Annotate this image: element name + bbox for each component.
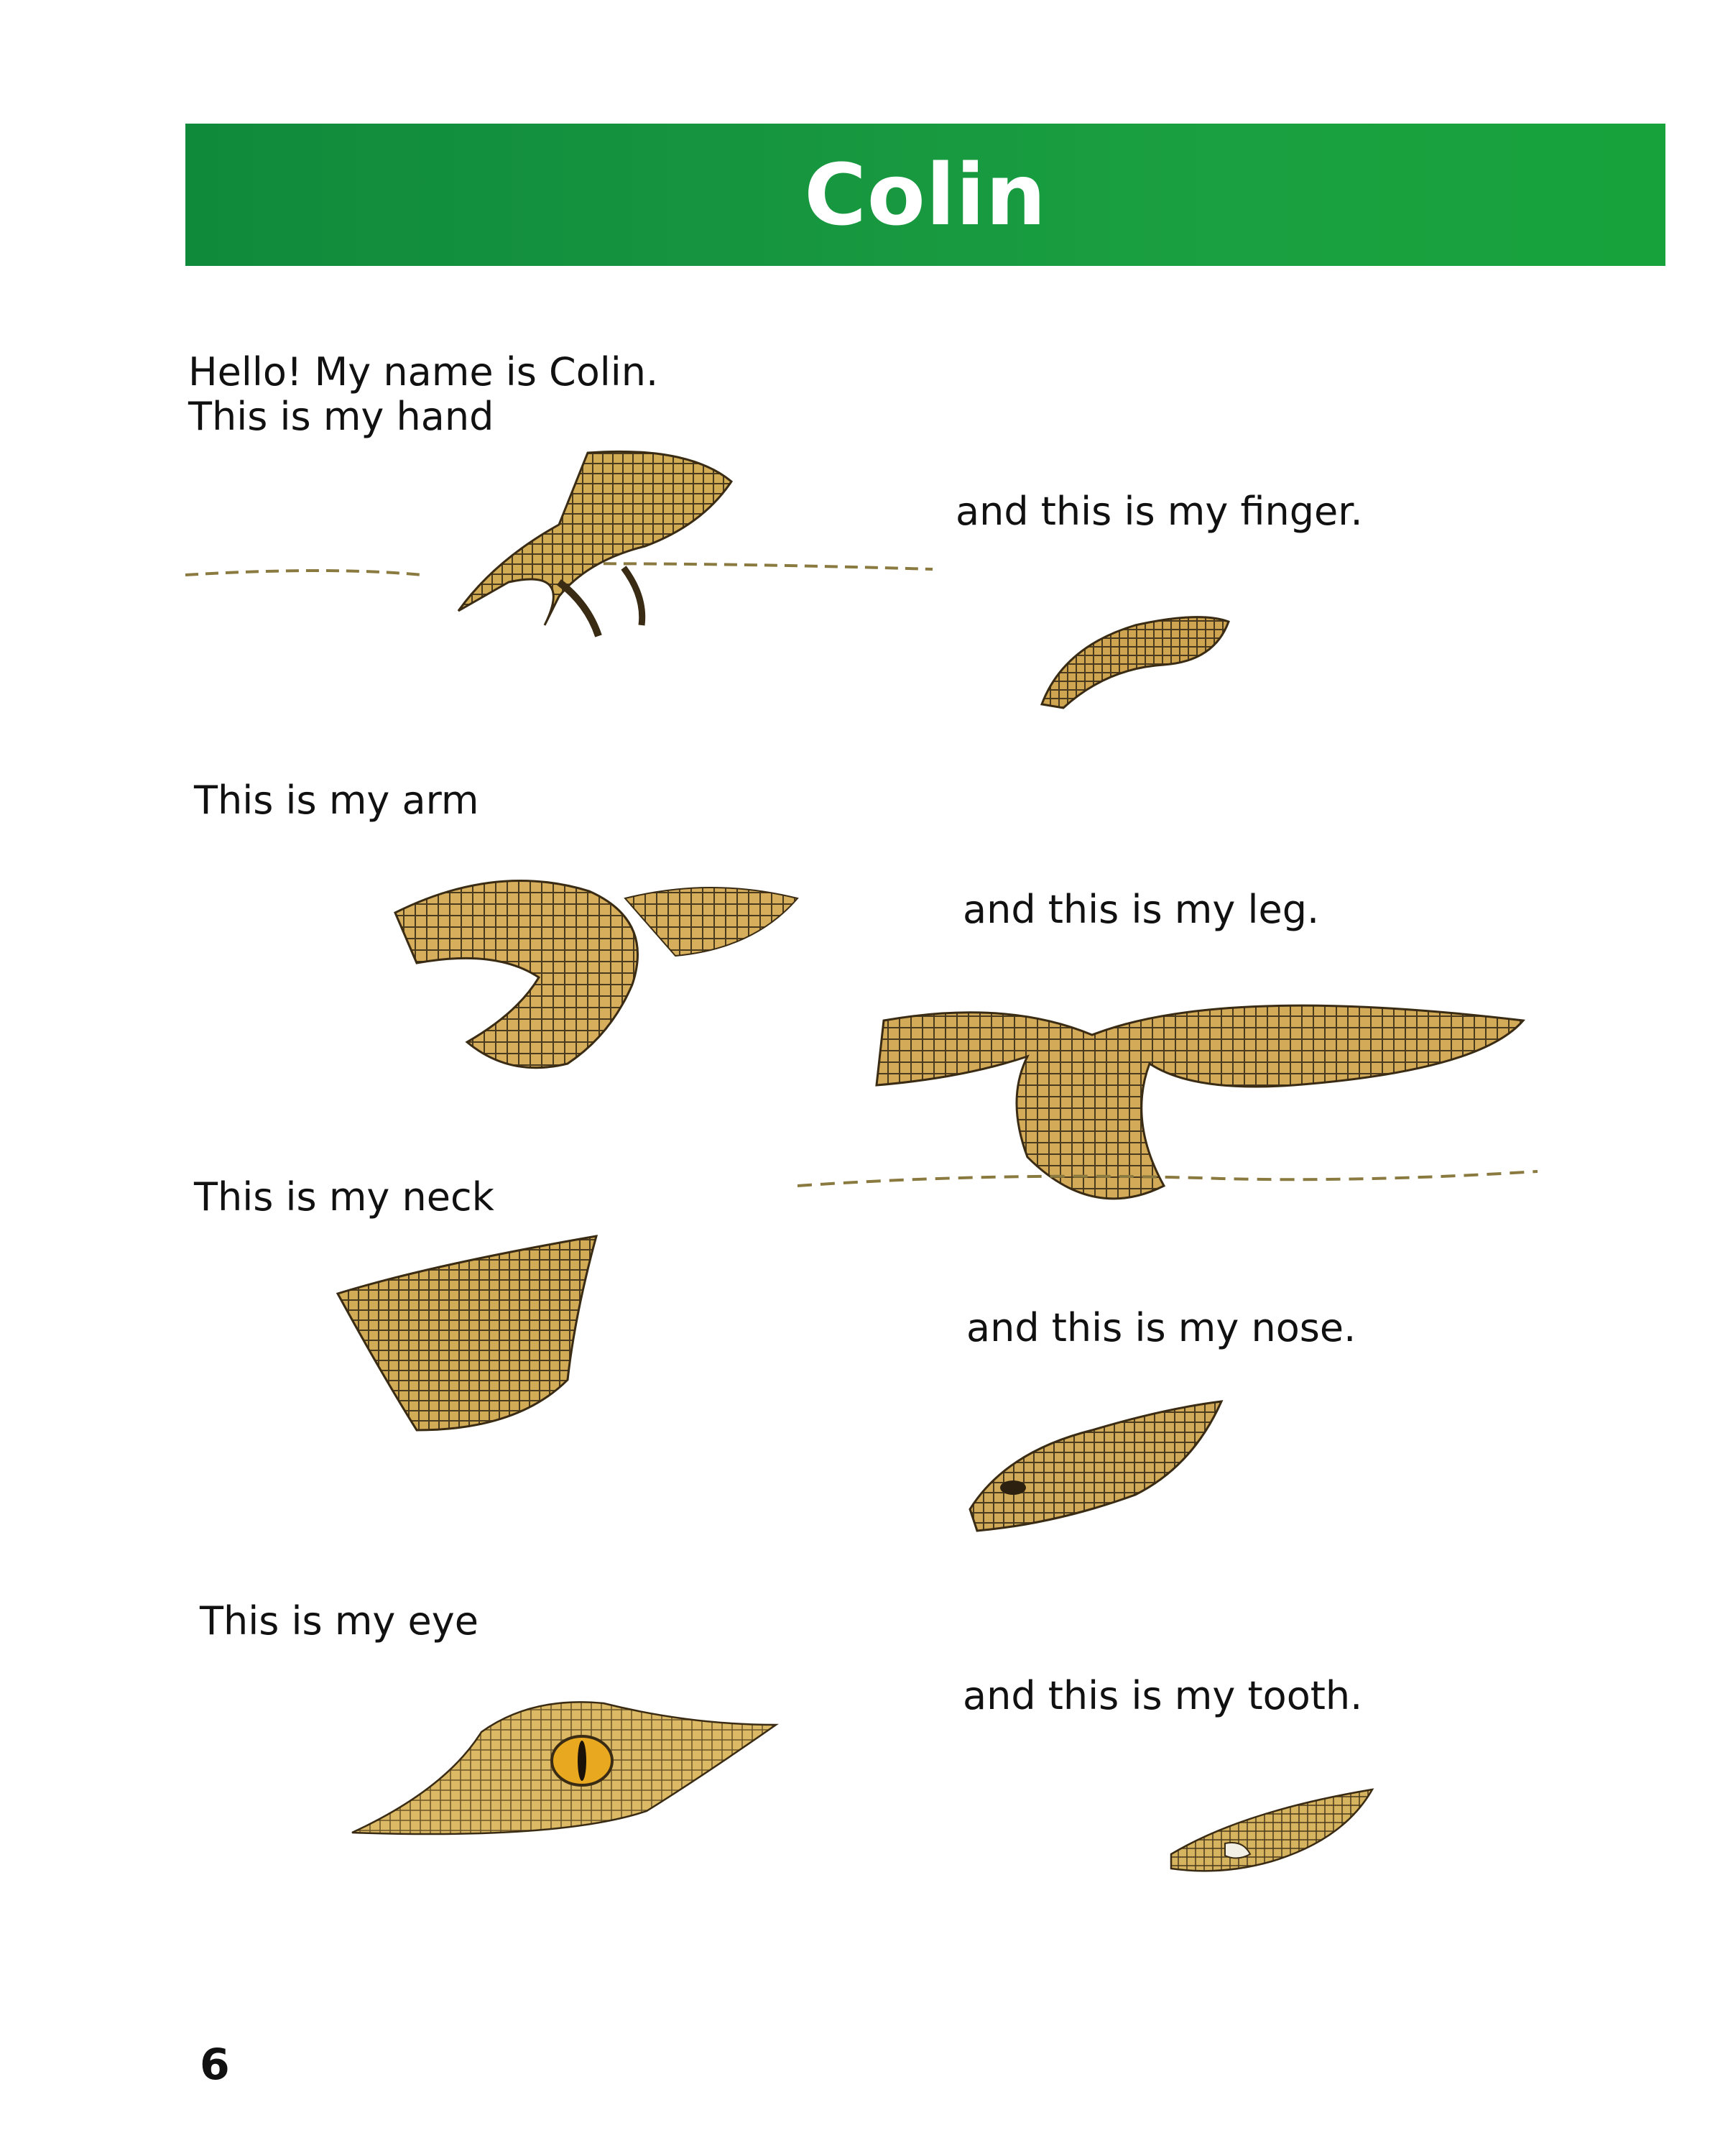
arm-caption: This is my arm	[194, 778, 479, 823]
tooth-illustration	[1157, 1775, 1387, 1890]
hand-caption: This is my hand	[188, 394, 494, 439]
intro-text: Hello! My name is Colin.	[188, 349, 659, 395]
hand-illustration	[185, 438, 947, 654]
leg-caption: and this is my leg.	[963, 887, 1320, 932]
page-number: 6	[200, 2040, 230, 2090]
nose-illustration	[948, 1387, 1250, 1552]
finger-illustration	[1020, 582, 1250, 719]
finger-caption: and this is my finger.	[956, 489, 1363, 534]
arm-illustration	[352, 841, 841, 1085]
nose-caption: and this is my nose.	[966, 1305, 1356, 1350]
neck-caption: This is my neck	[194, 1174, 494, 1220]
eye-illustration	[345, 1674, 790, 1861]
neck-illustration	[323, 1215, 647, 1473]
title-band	[185, 124, 1665, 266]
tooth-caption: and this is my tooth.	[963, 1673, 1363, 1718]
eye-caption: This is my eye	[200, 1598, 479, 1644]
leg-illustration	[790, 941, 1545, 1236]
page-title: Colin	[804, 145, 1047, 244]
